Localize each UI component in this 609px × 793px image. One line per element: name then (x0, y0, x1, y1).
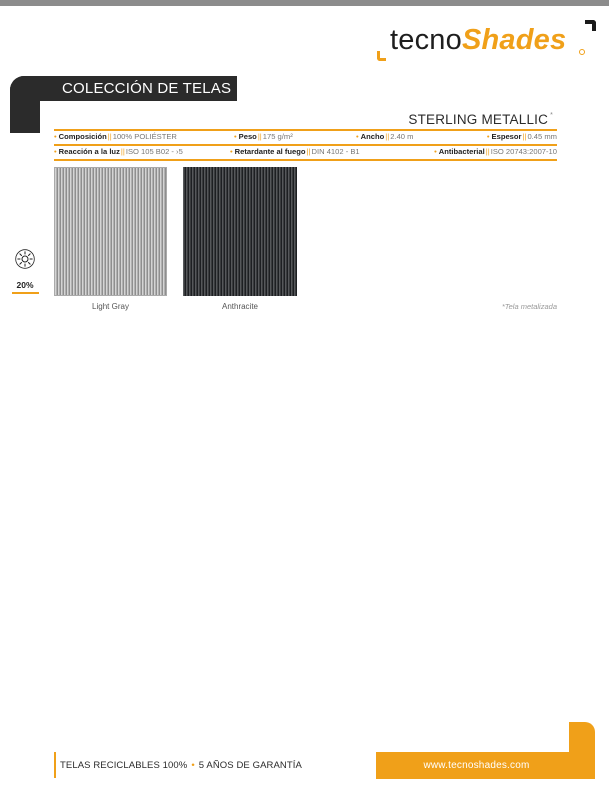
spec-label: Peso (238, 132, 257, 141)
spec-separator: || (257, 132, 262, 141)
footer-warranty: 5 AÑOS DE GARANTÍA (198, 760, 302, 771)
footer-url-link[interactable]: www.tecnoshades.com (423, 760, 530, 771)
logo-corner-right (585, 20, 596, 31)
spec-separator: || (485, 147, 490, 156)
spec-value: ISO 20743:2007-10 (490, 147, 557, 156)
spec-row-1 (54, 131, 557, 143)
spec-reaccion (54, 146, 183, 158)
spec-bullet: • (54, 147, 57, 156)
spec-bullet: • (54, 132, 57, 141)
swatch-label-anthracite: Anthracite (221, 302, 259, 311)
spec-retardante (230, 146, 360, 158)
collection-title: COLECCIÓN DE TELAS (62, 80, 232, 97)
spec-label: Composición (58, 132, 107, 141)
spec-espesor (487, 131, 557, 143)
spec-label: Espesor (491, 132, 522, 141)
footer-bullet: • (191, 760, 195, 771)
spec-antibacterial (434, 146, 557, 158)
footer-tagline (60, 760, 302, 771)
spec-bullet: • (434, 147, 437, 156)
spec-rule-bottom (54, 159, 557, 161)
swatch-label-light-gray: Light Gray (92, 302, 129, 311)
spec-separator: || (385, 132, 390, 141)
spec-value: ISO 105 B02 - ›5 (125, 147, 183, 156)
spec-bullet: • (230, 147, 233, 156)
sun-icon (15, 249, 35, 269)
spec-separator: || (522, 132, 527, 141)
metallic-footnote: *Tela metalizada (501, 302, 557, 311)
openness-percentage: 20% (16, 280, 34, 290)
spec-row-2 (54, 146, 557, 158)
product-name: STERLING METALLIC (408, 112, 549, 127)
spec-label: Reacción a la luz (58, 147, 120, 156)
spec-separator: || (306, 147, 311, 156)
spec-bullet: • (486, 132, 490, 141)
logo-corner-left (377, 51, 386, 61)
spec-composicion (54, 131, 177, 143)
footer-accent-line (54, 752, 56, 778)
logo-part-shades: Shades (461, 24, 567, 56)
product-title (408, 112, 553, 127)
spec-bullet: • (356, 132, 359, 141)
brand-logo (374, 18, 599, 62)
swatch-light-gray (54, 167, 167, 296)
spec-peso (234, 131, 293, 143)
spec-value: DIN 4102 - B1 (311, 147, 360, 156)
footer-recyclable: TELAS RECICLABLES 100% (60, 760, 188, 771)
spec-ancho (356, 131, 413, 143)
spec-separator: || (120, 147, 125, 156)
swatch-anthracite (183, 167, 297, 296)
spec-label: Retardante al fuego (234, 147, 306, 156)
product-asterisk: * (550, 112, 553, 119)
top-bar (0, 0, 609, 6)
spec-separator: || (107, 132, 112, 141)
spec-label: Ancho (360, 132, 385, 141)
registered-mark (579, 49, 585, 55)
spec-value: 2.40 m (390, 132, 414, 141)
spec-value: 175 g/m² (262, 132, 293, 141)
spec-bullet: • (234, 132, 237, 141)
logo-wordmark (390, 22, 566, 58)
logo-part-tecno: tecno (390, 24, 462, 56)
spec-value: 100% POLIÉSTER (112, 132, 177, 141)
spec-value: 0.45 mm (527, 132, 557, 141)
openness-underline (12, 292, 39, 294)
spec-label: Antibacterial (438, 147, 485, 156)
